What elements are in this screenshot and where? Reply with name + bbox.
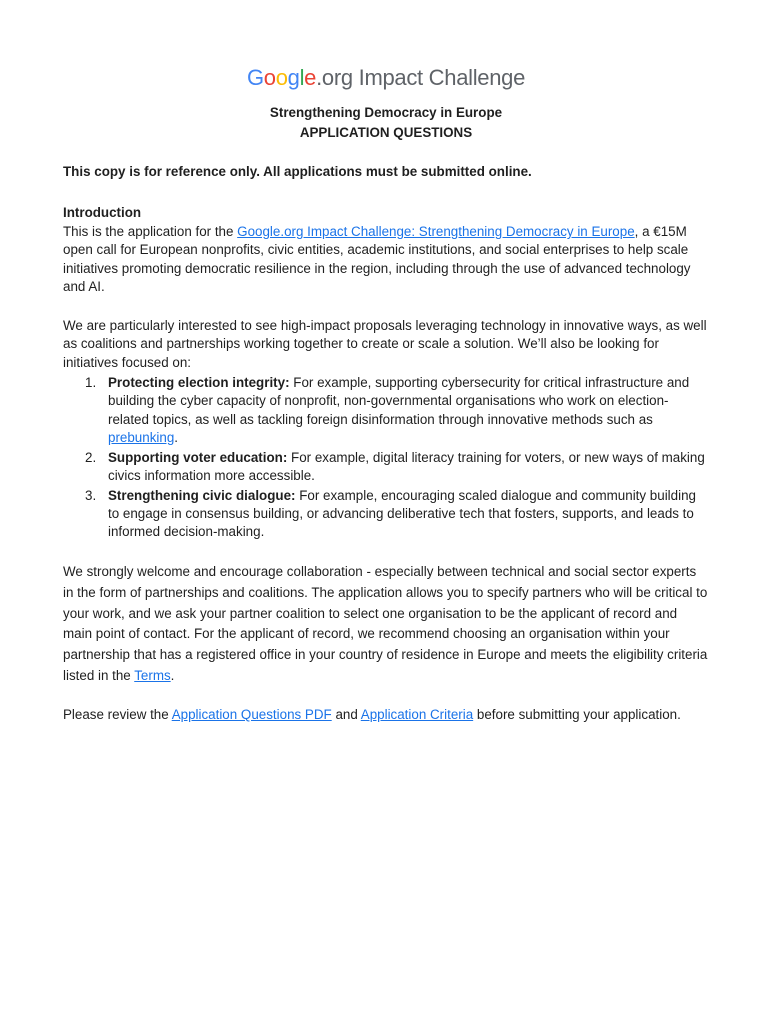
review-paragraph: Please review the Application Questions PDF and Application Criteria before submitting your application. — [63, 707, 681, 722]
terms-link[interactable]: Terms — [134, 667, 171, 683]
interest-paragraph: We are particularly interested to see high-impact proposals leveraging technology in innovative ways, as well as coalitions and partnerships working together to create or scale a solution. We’ll also be looking for initiatives focused on: — [63, 318, 707, 370]
reference-notice: This copy is for reference only. All applications must be submitted online. — [63, 164, 532, 179]
application-criteria-link[interactable]: Application Criteria — [360, 707, 474, 722]
introduction-heading: Introduction — [63, 205, 142, 220]
document-title: Strengthening Democracy in Europe — [269, 105, 503, 120]
focus-areas-list — [63, 374, 709, 543]
intro-paragraph: This is the application for the Google.org Impact Challenge: Strengthening Democracy in Europe, a €15M open call for European nonprofits, civic entities, academic institutions, and social enterprises to help scale initiatives promoting democratic resilience in the region, including through the use of advanced technology and AI. — [63, 224, 691, 294]
document-titles — [63, 103, 709, 143]
list-item: 3. Strengthening civic dialogue: For example, encouraging scaled dialogue and community building to engage in consensus building, or advancing deliberative tech that fosters, supports, and leads to informed decision-making. — [85, 487, 696, 540]
list-item: 1. Protecting election integrity: For example, supporting cybersecurity for critical infrastructure and building the cyber capacity of nonprofit, non-governmental organisations who work on election-related topics, as well as tackling foreign disinformation through innovative methods such as prebunking. — [85, 375, 690, 445]
document-subtitle: APPLICATION QUESTIONS — [299, 125, 473, 140]
application-questions-pdf-link[interactable]: Application Questions PDF — [171, 707, 332, 722]
google-org-impact-challenge-logo: Google.org Impact Challenge — [246, 65, 526, 90]
list-item: 2. Supporting voter education: For example, digital literacy training for voters, or new ways of making civics information more accessible. — [85, 449, 705, 483]
prebunking-link[interactable]: prebunking — [108, 429, 175, 445]
impact-challenge-link[interactable]: Google.org Impact Challenge: Strengthening Democracy in Europe — [237, 224, 635, 239]
collaboration-paragraph: We strongly welcome and encourage collaboration - especially between technical and social sector experts in the form of partnerships and coalitions. The application allows you to specify partners who will be critical to your work, and we ask your partner coalition to select one organisation to be the applicant of record and main point of contact. For the applicant of record, we recommend choosing an organisation within your partnership that has a registered office in your country of residence in Europe and meets the eligibility criteria listed in the Terms. — [63, 564, 708, 683]
